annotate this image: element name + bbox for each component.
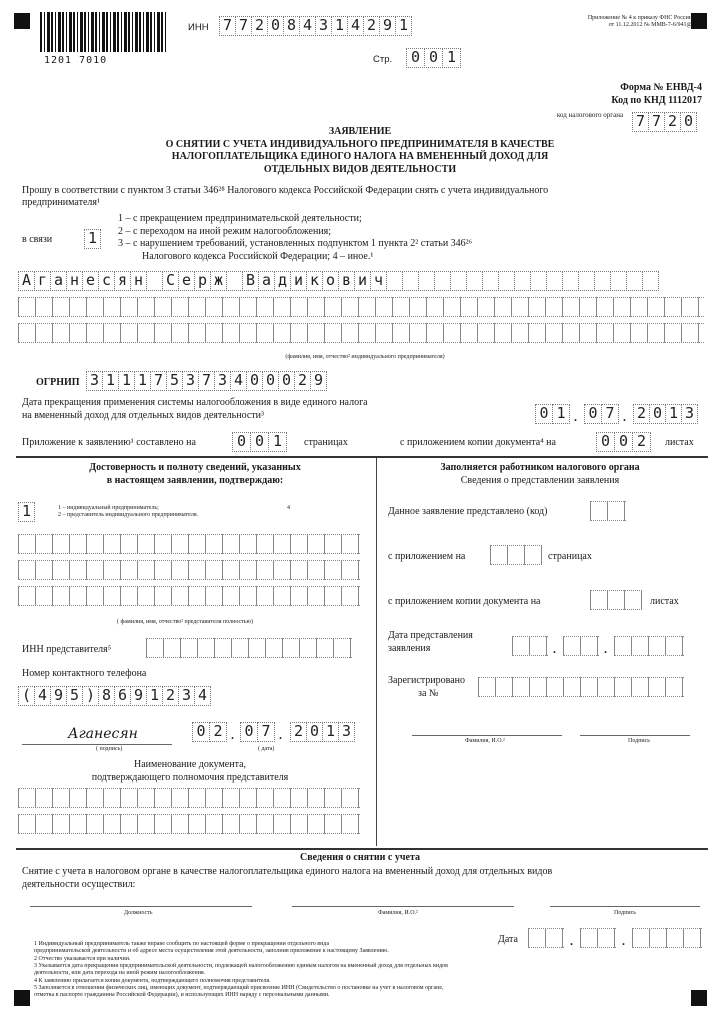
b-fio-line — [292, 906, 514, 907]
input-cell[interactable]: 8 — [98, 686, 115, 706]
input-cell[interactable]: г — [34, 271, 51, 291]
form-number: Форма № ЕНВД-4 Код по КНД 1112017 — [611, 82, 702, 106]
r-copies-field[interactable] — [590, 590, 642, 610]
input-cell[interactable]: 5 — [66, 686, 83, 706]
page-field[interactable] — [406, 48, 460, 68]
input-cell[interactable]: 0 — [584, 404, 602, 424]
r-pages-post: страницах — [548, 551, 592, 562]
input-cell[interactable]: ч — [370, 271, 387, 291]
rep-caption: ( фамилия, имя, отчество² представителя полностью) — [117, 619, 253, 625]
input-cell[interactable] — [402, 271, 419, 291]
input-cell[interactable]: 7 — [150, 371, 167, 391]
input-cell[interactable]: ) — [82, 686, 99, 706]
input-cell[interactable] — [562, 271, 579, 291]
input-cell[interactable]: 4 — [34, 686, 51, 706]
input-cell[interactable]: 4 — [347, 16, 364, 36]
copies-sheets-field[interactable] — [596, 432, 650, 452]
rep-row-3[interactable] — [18, 586, 360, 606]
bottom-heading: Сведения о снятии с учета — [300, 852, 420, 863]
input-cell[interactable]: а — [258, 271, 275, 291]
input-cell[interactable]: 7 — [601, 404, 619, 424]
rep-inn-field[interactable] — [146, 638, 352, 658]
input-cell[interactable]: я — [114, 271, 131, 291]
barcode-number: 1201 7010 — [44, 55, 108, 66]
left-heading: Достоверность и полноту сведений, указанных в настоящем заявлении, подтверждаю: — [89, 462, 301, 486]
page-label: Стр. — [373, 54, 393, 65]
rep-row-1[interactable] — [18, 534, 360, 554]
input-cell[interactable] — [642, 271, 659, 291]
input-cell[interactable]: 7 — [632, 112, 649, 132]
input-cell[interactable]: 7 — [257, 722, 275, 742]
r-copies-post: листах — [650, 596, 679, 607]
input-cell[interactable]: 9 — [379, 16, 396, 36]
corner-marker-br — [691, 990, 707, 1006]
corner-marker-bl — [14, 990, 30, 1006]
date-dot: . — [279, 728, 282, 742]
copies-label: с приложением копии документа⁴ на — [400, 437, 556, 448]
input-cell[interactable]: 1 — [395, 16, 412, 36]
input-cell[interactable]: 3 — [214, 371, 231, 391]
input-cell[interactable]: 0 — [267, 16, 284, 36]
input-cell[interactable]: 2 — [290, 722, 307, 742]
sign-date-year[interactable] — [290, 722, 354, 742]
corner-marker-tr — [691, 13, 707, 29]
input-cell[interactable]: е — [82, 271, 99, 291]
input-cell[interactable] — [498, 271, 515, 291]
input-cell[interactable]: 0 — [424, 48, 443, 68]
input-cell[interactable]: 3 — [338, 722, 355, 742]
input-cell[interactable]: ж — [210, 271, 227, 291]
input-cell[interactable]: 3 — [178, 686, 195, 706]
r-sign-line — [580, 735, 690, 736]
input-cell[interactable]: и — [354, 271, 371, 291]
sign-caption: ( подпись) — [96, 746, 123, 752]
appendix-text: Приложение № 4 к приказу ФНС России от 11.12.2012 № ММВ-7-6/941@ — [587, 15, 692, 28]
input-cell[interactable]: 0 — [232, 432, 251, 452]
input-cell[interactable]: е — [178, 271, 195, 291]
date-dot: . — [604, 642, 607, 656]
input-cell[interactable]: С — [162, 271, 179, 291]
confirm-footnote: 4 — [287, 505, 290, 511]
input-cell[interactable]: А — [18, 271, 35, 291]
input-cell[interactable] — [418, 271, 435, 291]
input-cell[interactable]: 2 — [251, 16, 268, 36]
reason-code-field[interactable] — [84, 229, 100, 249]
sign-line — [22, 744, 172, 745]
phone-label: Номер контактного телефона — [22, 668, 147, 679]
input-cell[interactable]: 3 — [681, 404, 698, 424]
doc-row-1[interactable] — [18, 788, 360, 808]
b-date-label: Дата — [498, 934, 518, 945]
input-cell[interactable]: 3 — [182, 371, 199, 391]
input-cell[interactable] — [610, 271, 627, 291]
tax-code-label: код налогового органа — [556, 111, 624, 119]
rep-row-2[interactable] — [18, 560, 360, 580]
input-cell[interactable]: 1 — [331, 16, 348, 36]
input-cell[interactable]: 1 — [665, 404, 682, 424]
rep-inn-label: ИНН представителя⁵ — [22, 644, 112, 655]
b-sign-line — [550, 906, 700, 907]
input-cell[interactable] — [146, 271, 163, 291]
input-cell[interactable]: н — [66, 271, 83, 291]
inn-label: ИНН — [188, 22, 209, 33]
input-cell[interactable]: н — [130, 271, 147, 291]
input-cell[interactable]: 0 — [614, 432, 633, 452]
input-cell[interactable]: к — [306, 271, 323, 291]
request-text-2: предпринимателя¹ — [22, 197, 100, 208]
fio-row-3[interactable] — [18, 323, 704, 343]
r-reg-label: Зарегистрировано за № — [388, 675, 466, 699]
fio-caption: (фамилия, имя, отчество² индивидуального предпринимателя) — [285, 354, 445, 360]
input-cell[interactable] — [450, 271, 467, 291]
b-position-caption: Должность — [124, 910, 153, 916]
fio-field[interactable] — [18, 271, 658, 291]
input-cell[interactable]: 1 — [102, 371, 119, 391]
input-cell[interactable]: 2 — [209, 722, 227, 742]
input-cell[interactable] — [434, 271, 451, 291]
input-cell[interactable]: 9 — [50, 686, 67, 706]
doc-label: Наименование документа, подтверждающего полномочия представителя — [91, 759, 289, 783]
r-pages-pre: с приложением на — [388, 551, 466, 562]
copies-unit: листах — [665, 437, 694, 448]
stop-date-year[interactable] — [633, 404, 697, 424]
input-cell[interactable]: 1 — [118, 371, 135, 391]
r-reg-field[interactable] — [478, 677, 684, 697]
column-divider — [376, 458, 377, 846]
bottom-text: Снятие с учета в налоговом органе в качестве налогоплательщика единого налога на вмененный доход для отдельных видов деятельности осуществил: — [22, 866, 553, 890]
date-dot: . — [622, 934, 625, 948]
input-cell[interactable]: 9 — [310, 371, 327, 391]
input-cell[interactable]: 1 — [268, 432, 287, 452]
input-cell[interactable]: 1 — [552, 404, 570, 424]
input-cell[interactable]: 0 — [240, 722, 258, 742]
form-title: ЗАЯВЛЕНИЕ О СНЯТИИ С УЧЕТА ИНДИВИДУАЛЬНОГО ПРЕДПРИНИМАТЕЛЯ В КАЧЕСТВЕ НАЛОГОПЛАТЕЛЬЩИКА ЕДИНОГО НАЛОГА НА ВМЕНЕННЫЙ ДОХОД ДЛЯ ОТДЕЛЬНЫХ ВИДОВ ДЕЯТЕЛЬНОСТИ — [165, 126, 555, 175]
input-cell[interactable] — [514, 271, 531, 291]
input-cell[interactable]: 9 — [130, 686, 147, 706]
date-caption: ( дата) — [258, 746, 275, 752]
input-cell[interactable]: а — [50, 271, 67, 291]
divider — [16, 848, 708, 850]
input-cell[interactable]: 2 — [294, 371, 311, 391]
b-position-line — [30, 906, 252, 907]
input-cell[interactable]: 8 — [283, 16, 300, 36]
r-date-year[interactable] — [614, 636, 684, 656]
input-cell[interactable]: 0 — [535, 404, 553, 424]
date-dot: . — [574, 410, 577, 424]
ogrnip-field[interactable] — [86, 371, 326, 391]
input-cell[interactable]: 7 — [219, 16, 236, 36]
input-cell[interactable]: 4 — [194, 686, 211, 706]
input-cell[interactable]: 0 — [192, 722, 210, 742]
input-cell[interactable] — [226, 271, 243, 291]
input-cell[interactable]: 2 — [633, 404, 650, 424]
input-cell[interactable] — [482, 271, 499, 291]
confirm-options: 1 – индивидуальный предприниматель; 2 – представитель индивидуального предпринимателя. — [58, 505, 199, 518]
ogrnip-label: ОГРНИП — [36, 377, 80, 388]
barcode — [40, 12, 168, 52]
attach-label: Приложение к заявлению¹ составлено на — [22, 437, 196, 448]
input-cell[interactable] — [578, 271, 595, 291]
date-dot: . — [231, 728, 234, 742]
date-dot: . — [570, 934, 573, 948]
input-cell[interactable]: 7 — [235, 16, 252, 36]
input-cell[interactable]: 1 — [442, 48, 461, 68]
signature: Аганесян — [68, 726, 138, 742]
input-cell[interactable]: р — [194, 271, 211, 291]
input-cell[interactable]: 0 — [596, 432, 615, 452]
input-cell[interactable]: 4 — [230, 371, 247, 391]
attach-pages-field[interactable] — [232, 432, 286, 452]
date-dot: . — [623, 410, 626, 424]
input-cell[interactable]: 2 — [162, 686, 179, 706]
date-dot: . — [553, 642, 556, 656]
b-fio-caption: Фамилия, И.О.² — [378, 910, 418, 916]
r-date-day[interactable] — [512, 636, 548, 656]
phone-field[interactable] — [18, 686, 210, 706]
input-cell[interactable]: 3 — [86, 371, 103, 391]
stop-date-month[interactable] — [584, 404, 618, 424]
input-cell[interactable]: 3 — [315, 16, 332, 36]
stop-date-label: Дата прекращения применения системы налогообложения в виде единого налога на вмененный доход для отдельных видов деятельности³ — [22, 397, 368, 421]
r-copies-pre: с приложением копии документа на — [388, 596, 541, 607]
right-heading: Заполняется работником налогового органа Сведения о представлении заявления — [440, 462, 640, 486]
r-pages-field[interactable] — [490, 545, 542, 565]
r-submitted-field[interactable] — [590, 501, 626, 521]
input-cell[interactable]: 0 — [262, 371, 279, 391]
input-cell[interactable]: 1 — [84, 229, 101, 249]
input-cell[interactable]: ( — [18, 686, 35, 706]
input-cell[interactable]: д — [274, 271, 291, 291]
stop-date-day[interactable] — [535, 404, 569, 424]
r-sign-caption: Подпись — [628, 738, 651, 744]
input-cell[interactable]: 6 — [114, 686, 131, 706]
r-date-month[interactable] — [563, 636, 599, 656]
input-cell[interactable]: 0 — [406, 48, 425, 68]
b-sign-caption: Подпись — [614, 910, 637, 916]
input-cell[interactable]: 7 — [648, 112, 665, 132]
input-cell[interactable] — [626, 271, 643, 291]
inn-field[interactable] — [219, 16, 411, 36]
input-cell[interactable]: с — [98, 271, 115, 291]
attach-unit: страницах — [304, 437, 348, 448]
input-cell[interactable]: и — [290, 271, 307, 291]
divider — [16, 456, 708, 458]
input-cell[interactable]: 7 — [198, 371, 215, 391]
input-cell[interactable] — [386, 271, 403, 291]
input-cell[interactable]: 0 — [306, 722, 323, 742]
input-cell[interactable]: В — [242, 271, 259, 291]
input-cell[interactable]: 0 — [278, 371, 295, 391]
r-fio-caption: Фамилия, И.О.² — [465, 738, 505, 744]
input-cell[interactable]: 1 — [18, 502, 35, 522]
r-submitted-label: Данное заявление представлено (код) — [388, 506, 548, 517]
r-fio-line — [412, 735, 562, 736]
input-cell[interactable]: в — [338, 271, 355, 291]
tax-code-field[interactable] — [632, 112, 696, 132]
input-cell[interactable] — [466, 271, 483, 291]
input-cell[interactable]: 0 — [680, 112, 697, 132]
input-cell[interactable] — [546, 271, 563, 291]
input-cell[interactable]: 0 — [250, 432, 269, 452]
corner-marker-tl — [14, 13, 30, 29]
input-cell[interactable]: 4 — [299, 16, 316, 36]
input-cell[interactable]: 1 — [322, 722, 339, 742]
input-cell[interactable]: 0 — [246, 371, 263, 391]
input-cell[interactable] — [530, 271, 547, 291]
input-cell[interactable]: 1 — [134, 371, 151, 391]
footnotes: 1 Индивидуальный предприниматель также вправе сообщить по настоящей форме о прекращении отдельного вида предпринимательской деятельности и об адресе места осуществления этой деятельности, заполнив приложение к настоящему Заявлению. 2 Отчество указывается при наличии. 3 Указывается дата прекращения предпринимательской деятельности, подлежащей налогообложению единым налогом на вмененный доход для отдельных видов деятельности, или дата перехода на иной режим налогообложения. 4 К заявлению прилагается копия документа, подтверждающего полномочия представителя. 5 Заполняется в отношении физических лиц, имеющих документ, подтверждающий присвоение ИНН (Свидетельство о постановке на учет в налоговом органе, отметка в паспорте гражданина Российской Федерации), и использующих ИНН наряду с персональными данными. — [34, 941, 448, 999]
request-text: Прошу в соответствии с пунктом 3 статьи 346²⁸ Налогового кодекса Российской Федерации снять с учета индивидуального — [22, 185, 549, 196]
fio-row-2[interactable] — [18, 297, 704, 317]
input-cell[interactable]: 1 — [146, 686, 163, 706]
input-cell[interactable]: 2 — [664, 112, 681, 132]
input-cell[interactable]: о — [322, 271, 339, 291]
reason-label: в связи — [22, 234, 53, 245]
doc-row-2[interactable] — [18, 814, 360, 834]
r-date-label: Дата представления заявления — [388, 630, 473, 654]
input-cell[interactable] — [594, 271, 611, 291]
sign-date-month[interactable] — [240, 722, 274, 742]
input-cell[interactable]: 5 — [166, 371, 183, 391]
input-cell[interactable]: 2 — [632, 432, 651, 452]
confirm-code-field[interactable] — [18, 502, 34, 522]
sign-date-day[interactable] — [192, 722, 226, 742]
input-cell[interactable]: 2 — [363, 16, 380, 36]
input-cell[interactable]: 0 — [649, 404, 666, 424]
reason-options: 1 – с прекращением предпринимательской деятельности; 2 – с переходом на иной режим налогообложения; 3 – с нарушением требований, установленных подпунктом 1 пункта 2² статьи 346²⁶ Налогового кодекса Российской Федерации; 4 – иное.¹ — [118, 213, 473, 262]
